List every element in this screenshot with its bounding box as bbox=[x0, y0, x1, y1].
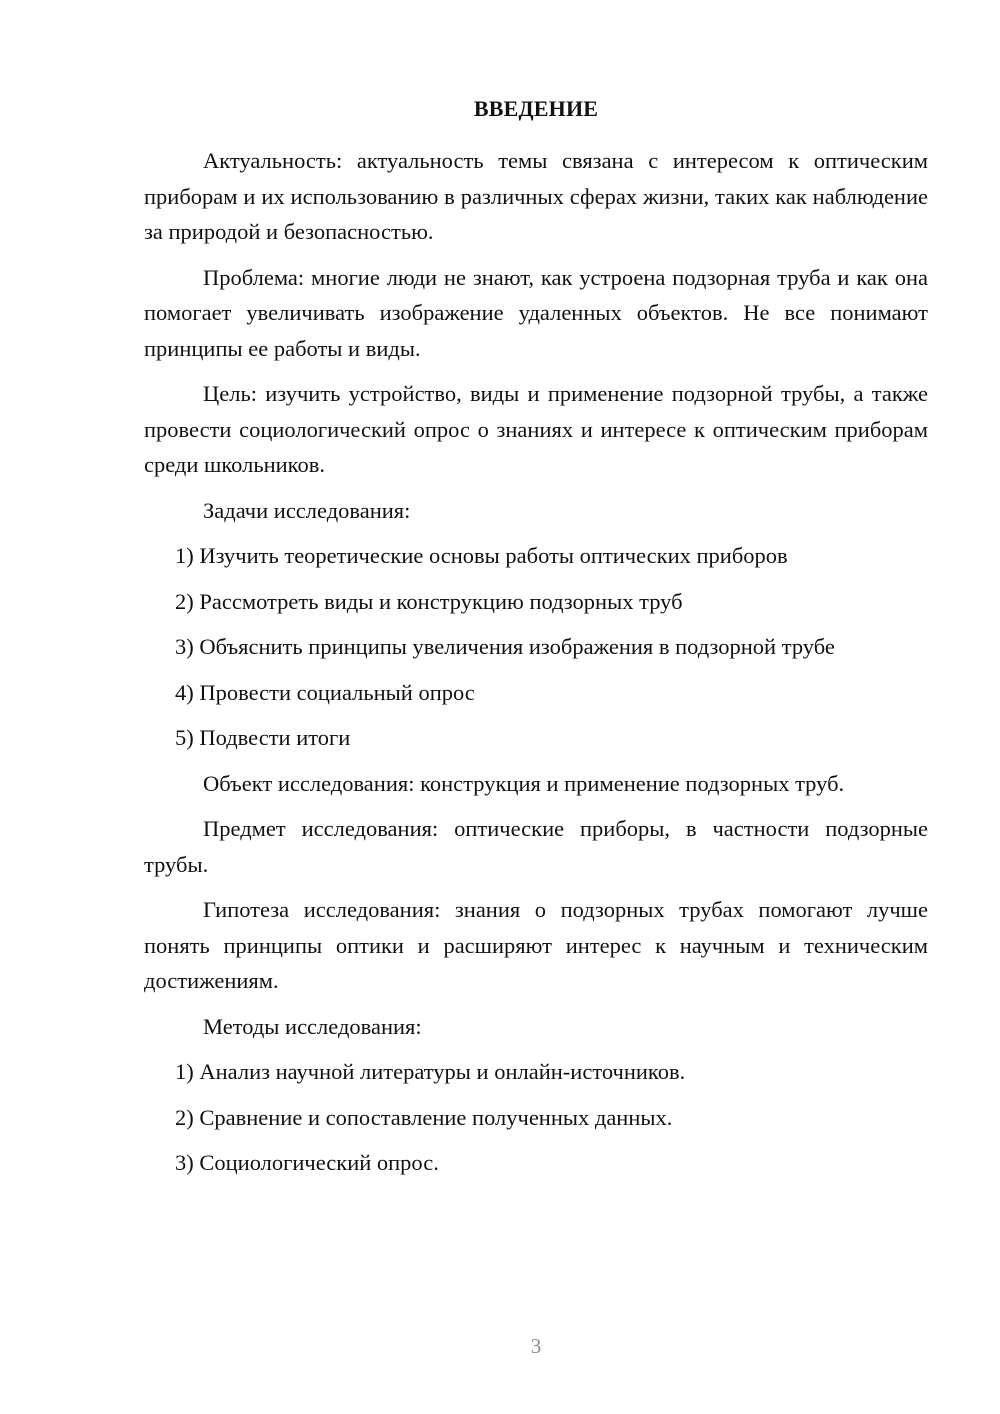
list-item: 3) Объяснить принципы увеличения изображения в подзорной трубе bbox=[175, 634, 835, 659]
paragraph-hypothesis: Гипотеза исследования: знания о подзорных трубах помогают лучше понять принципы оптики и расширяют интерес к научным и техническим достижениям. bbox=[144, 897, 928, 993]
paragraph-object: Объект исследования: конструкция и применение подзорных труб. bbox=[203, 770, 845, 796]
list-item: 5) Подвести итоги bbox=[175, 725, 351, 750]
paragraph-subject: Предмет исследования: оптические приборы, в частности подзорные трубы. bbox=[144, 816, 928, 877]
list-item: 1) Изучить теоретические основы работы оптических приборов bbox=[175, 543, 788, 568]
list-item: 4) Провести социальный опрос bbox=[175, 679, 475, 705]
paragraph-relevance: Актуальность: актуальность темы связана с интересом к оптическим приборам и их использованию в различных сферах жизни, таких как наблюдение за природой и безопасностью. bbox=[144, 148, 928, 244]
list-item: 1) Анализ научной литературы и онлайн-источников. bbox=[175, 1059, 686, 1084]
page-title: ВВЕДЕНИЕ bbox=[473, 96, 599, 121]
paragraph-problem: Проблема: многие люди не знают, как устроена подзорная труба и как она помогает увеличивать изображение удаленных объектов. Не все понимают принципы ее работы и виды. bbox=[144, 264, 928, 361]
tasks-heading: Задачи исследования: bbox=[203, 497, 411, 523]
methods-list bbox=[144, 1054, 928, 1181]
tasks-list bbox=[144, 538, 928, 756]
list-item: 3) Социологический опрос. bbox=[175, 1150, 439, 1175]
methods-heading: Методы исследования: bbox=[203, 1013, 422, 1039]
list-item: 2) Рассмотреть виды и конструкцию подзорных труб bbox=[175, 588, 683, 614]
page-number: 3 bbox=[530, 1334, 542, 1358]
paragraph-goal: Цель: изучить устройство, виды и применение подзорной трубы, а также провести социологический опрос о знаниях и интересе к оптическим приборам среди школьников. bbox=[144, 381, 928, 477]
list-item: 2) Сравнение и сопоставление полученных данных. bbox=[175, 1104, 673, 1130]
document-body bbox=[144, 143, 928, 1191]
